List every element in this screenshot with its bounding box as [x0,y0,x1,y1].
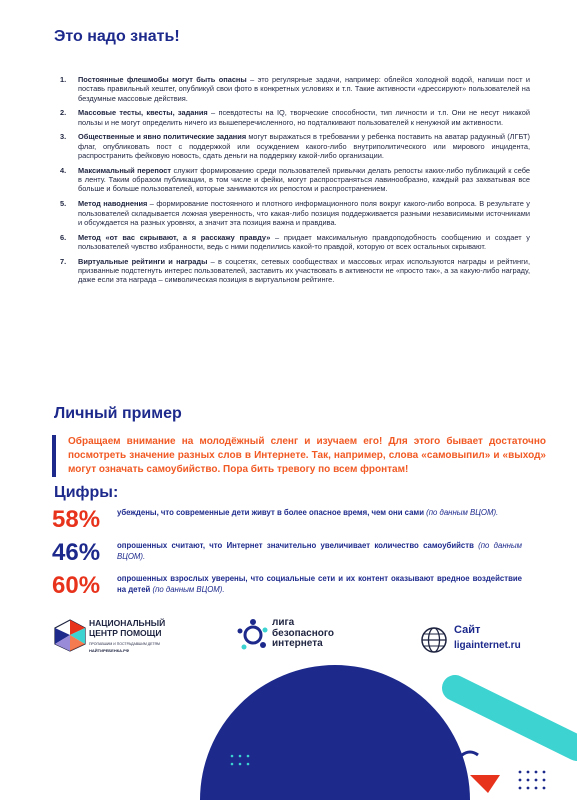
stat-row [52,573,532,601]
liga-logo [236,616,376,660]
stat-text [117,541,522,563]
item-text: – формирование постоянного и плотного информационного поля вокруг какого-либо вопроса. В результате у пользователей складывается ложная уверенность, что какая-либо позиция поддерживается разными независимыми источниками и обсуждается на разных уровнях, а значит эта позиция важна и правдива. [78,199,530,227]
stat-source: (по данным ВЦОМ). [423,508,499,517]
item-title: Массовые тесты, квесты, задания [78,108,208,118]
item-number: 6. [60,232,67,242]
cyan-stripe [455,688,577,748]
site-link[interactable] [420,622,540,658]
tips-list [52,75,530,290]
item-title: Метод «от вас скрывают, а я расскажу правду» [78,232,271,242]
item-title: Общественные и явно политические задания [78,132,247,142]
item-text: – придает максимальную правдоподобность сообщению и создает у пользователей чувство избранности, ведь с ними поделились какой-то правдой, которую от всех остальных скрывают. [78,232,530,251]
stat-source: (по данным ВЦОМ). [150,584,225,594]
liga-title [272,618,334,650]
stat-description: опрошенных считают, что Интернет значительно увеличивает количество самоубийств [117,541,474,550]
ncp-url: НАЙТИРЕБЕНКА.РФ [89,648,130,653]
ncp-line1: НАЦИОНАЛЬНЫЙ [89,618,166,628]
globe-icon [420,626,448,654]
item-number: 1. [60,75,67,84]
red-triangle [470,775,500,793]
item-number: 5. [60,199,67,209]
heading-figures: Цифры: [54,484,119,501]
item-title: Постоянные флешмобы могут быть опасны [78,75,247,84]
stat-percent: 60% [52,572,101,599]
item-text: служит формированию среди пользователей привычки делать репосты каких-либо публикаций к себе в ленту. Таким образом публикации, в том числе и фейки, могут распространяться лавинообразно, каждый раз захватывая все больше и больше пользователей, которые занимаются их репостом и распространением. [78,165,531,194]
stat-source: (по данным ВЦОМ). [117,541,522,561]
ncp-title [89,618,165,638]
stat-description: убеждены, что современные дети живут в более опасное время, чем они сами [117,508,424,517]
list-item [52,233,530,252]
list-item [52,199,530,227]
heading-example: Личный пример [54,405,182,422]
navy-semicircle [200,665,470,800]
list-item [52,166,530,194]
item-number: 4. [60,165,67,175]
item-number: 3. [60,132,67,142]
example-quote: Обращаем внимание на молодёжный сленг и изучаем его! Для этого бывает достаточно посмотреть значение разных слов в Интернете. Так, например, слова «самовыпил» и «выход» могут означать самоубийство. Пора бить тревогу по всем фронтам! [52,435,546,477]
liga-line3: интернета [272,638,323,649]
stat-description: опрошенных взрослых уверены, что социальные сети и их контент оказывают вредное воздействие на детей [117,574,522,594]
ncp-tagline: ПРОПАВШИМ И ПОСТРАДАВШИМ ДЕТЯМ [89,642,160,646]
liga-line2: безопасного [272,627,335,639]
item-text: – в соцсетях, сетевых сообществах и массовых играх используются награды и рейтинги, призванные подстегнуть интерес пользователей, заставить их участвовать в активности не «просто так», а за какую-либо награду, даже если эта награда – символическая позиция в виртуальном рейтинге. [78,256,530,285]
list-item [52,257,530,285]
liga-line1: лига [272,617,295,628]
dot-grid [519,771,546,790]
stat-text [117,508,522,519]
heading-know: Это надо знать! [54,28,180,45]
list-item [52,108,530,127]
liga-network-icon [236,618,270,652]
stat-row [52,540,532,568]
item-text: могут выражаться в требовании у ребенка поставить на аватар радужный (ЛГБТ) флаг, опубликовать пост с поддержкой или осуждением какого-либо внутриполитического или мирового инцидента, распространить фейковую новость, сдать деньги на поддержку какой-либо организации. [78,132,531,161]
stat-percent: 46% [52,539,101,566]
item-text: – это регулярные задачи, например: облейся холодной водой, напиши пост и поставь правильный хештег, опубликуй свои фото в конкретных условиях и т.п. Такие активности «дрессируют» пользователей на бездумные массовые действия. [78,75,530,103]
item-number: 2. [60,108,67,118]
item-title: Метод наводнения [78,199,148,209]
site-label: Сайт [454,624,481,636]
item-text: – псевдотесты на IQ, творческие способности, тип личности и т.п. Они не несут никакой пользы и не могут определить ничего из вышеперечисленного, но подталкивают пользователей к ненужной им активности. [78,108,530,127]
decorative-shapes [0,660,577,800]
stat-row [52,507,532,535]
ncp-line2: ЦЕНТР ПОМОЩИ [89,628,162,638]
stat-percent: 58% [52,506,101,533]
stat-text [117,574,522,596]
ncp-emblem-icon [53,618,87,652]
site-url[interactable]: ligainternet.ru [454,640,521,651]
list-item [52,75,530,103]
item-title: Максимальный перепост [78,165,171,175]
item-number: 7. [60,256,67,266]
list-item [52,132,530,160]
item-title: Виртуальные рейтинги и награды [78,256,208,266]
ncp-logo [53,616,183,660]
